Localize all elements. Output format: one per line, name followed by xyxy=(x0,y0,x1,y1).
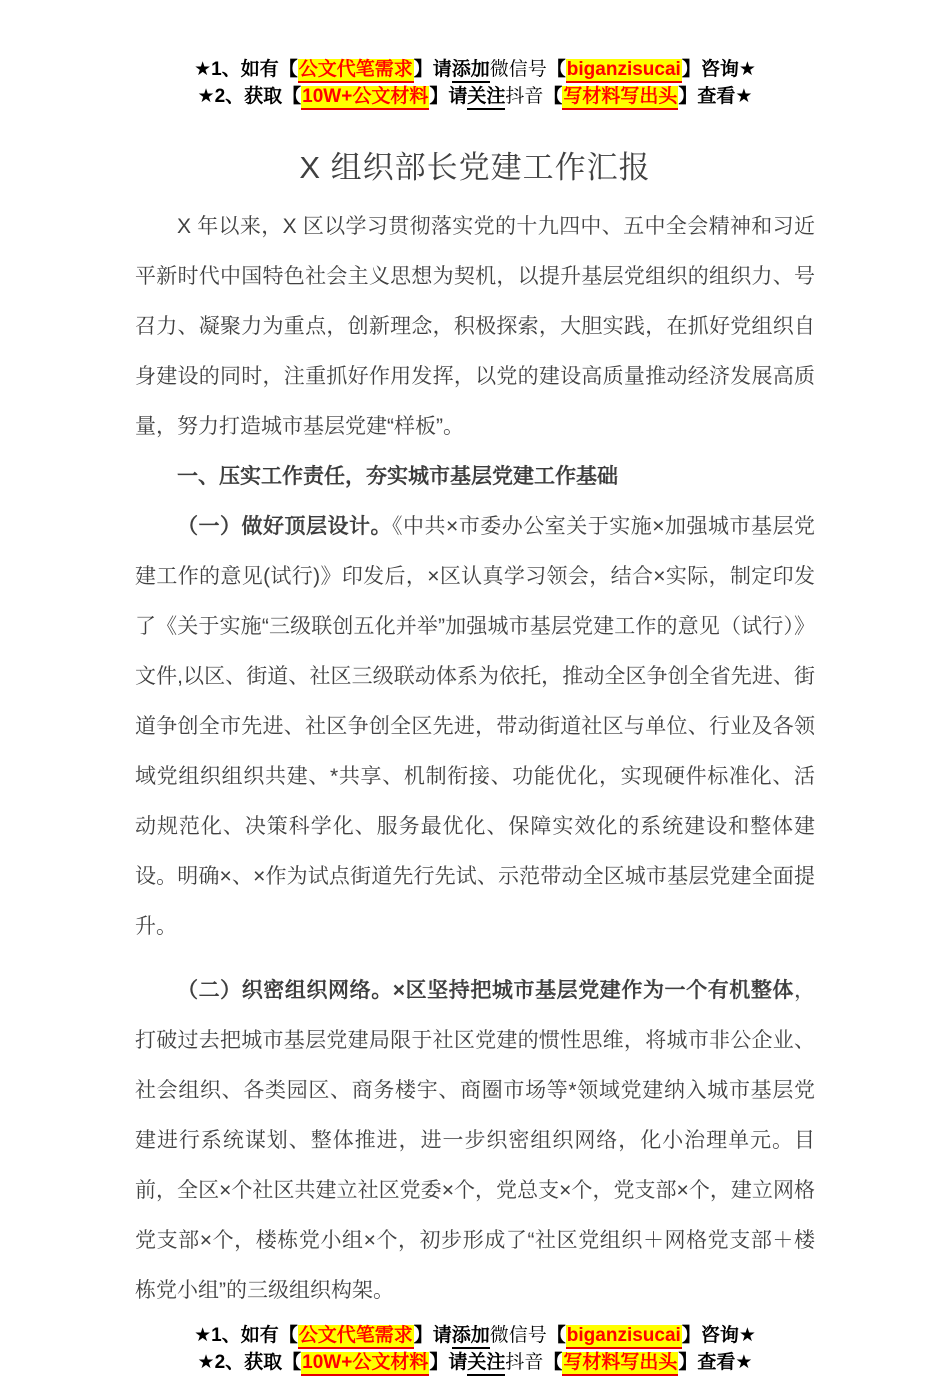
promo-text: 】请 xyxy=(429,86,468,107)
subsection-2-body: ，打破过去把城市基层党建局限于社区党建的惯性思维，将城市非公企业、社会组织、各类园区、商务楼宇、商圈市场等*领域党建纳入城市基层党建进行系统谋划、整体推进，进一步织密组织网络，化小治理单元。目前，全区×个社区共建立社区党委×个，党总支×个，党支部×个，建立网格党支部×个，楼栋党小组×个，初步形成了“社区党组织＋网格党支部＋楼栋党小组”的三级组织构架。 xyxy=(135,979,815,1302)
section-heading-1: 一、压实工作责任，夯实城市基层党建工作基础 xyxy=(177,465,618,488)
promo-text: 微信号 xyxy=(489,59,547,80)
promo-footer-line-2 xyxy=(135,1349,815,1376)
subsection-1-lead: （一）做好顶层设计。 xyxy=(177,515,392,538)
promo-text: 】查看★ xyxy=(678,86,753,107)
promo-text: 微信号 xyxy=(489,1325,547,1346)
highlighted-keyword: 10W+公文材料 xyxy=(301,86,429,110)
promo-text: 】咨询★ xyxy=(681,1325,756,1346)
promo-footer-line-1 xyxy=(135,1322,815,1349)
promo-text: 】请 xyxy=(413,1325,452,1346)
highlighted-wechat-id: biganzisucai xyxy=(566,59,682,83)
intro-paragraph: X 年以来，X 区以学习贯彻落实党的十九四中、五中全会精神和习近平新时代中国特色社会主义思想为契机，以提升基层党组织的组织力、号召力、凝聚力为重点，创新理念，积极探索，大胆实践，在抓好党组织自身建设的同时，注重抓好作用发挥，以党的建设高质量推动经济发展高质量，努力打造城市基层党建“样板”。 xyxy=(135,215,815,438)
promo-text: 【 xyxy=(546,1325,566,1346)
highlighted-wechat-id: biganzisucai xyxy=(566,1325,682,1349)
promo-text: 】请 xyxy=(413,59,452,80)
subsection-1-paragraph xyxy=(135,502,815,952)
subsection-2-lead: （二）织密组织网络。×区坚持把城市基层党建作为一个有机整体 xyxy=(177,979,794,1002)
promo-text: 】查看★ xyxy=(678,1352,753,1373)
promo-footer xyxy=(135,1322,815,1376)
highlighted-keyword: 10W+公文材料 xyxy=(301,1352,429,1376)
promo-text: 抖音 xyxy=(505,86,544,107)
underlined-action-word: 关注 xyxy=(467,86,505,110)
promo-header-line-2 xyxy=(135,83,815,110)
subsection-1-body: 《中共×市委办公室关于实施×加强城市基层党建工作的意见(试行)》印发后，×区认真学习领会，结合×实际，制定印发了《关于实施“三级联创五化并举”加强城市基层党建工作的意见（试行）》文件,以区、街道、社区三级联动体系为依托，推动全区争创全省先进、街道争创全市先进、社区争创全区先进，带动街道社区与单位、行业及各领域党组织组织共建、*共享、机制衔接、功能优化，实现硬件标准化、活动规范化、决策科学化、服务最优化、保障实效化的系统建设和整体建设。明确×、×作为试点街道先行先试、示范带动全区城市基层党建全面提升。 xyxy=(135,515,816,938)
promo-text: ★1、如有【 xyxy=(194,1325,298,1346)
promo-header xyxy=(135,56,815,110)
underlined-action-word: 添加 xyxy=(452,1325,490,1349)
promo-text: ★2、获取【 xyxy=(197,86,302,107)
promo-text: 【 xyxy=(546,59,566,80)
promo-text: 【 xyxy=(543,86,563,107)
highlighted-keyword: 公文代笔需求 xyxy=(298,59,414,83)
promo-text: 抖音 xyxy=(505,1352,544,1373)
page-title: X 组织部长党建工作汇报 xyxy=(299,150,651,185)
promo-text: 【 xyxy=(543,1352,563,1373)
highlighted-douyin-name: 写材料写出头 xyxy=(562,86,678,110)
underlined-action-word: 添加 xyxy=(452,59,490,83)
promo-text: 】请 xyxy=(429,1352,468,1373)
promo-text: ★2、获取【 xyxy=(197,1352,302,1373)
document-page xyxy=(135,0,815,1376)
promo-text: 】咨询★ xyxy=(681,59,756,80)
subsection-2-paragraph xyxy=(135,966,815,1316)
promo-text: ★1、如有【 xyxy=(194,59,298,80)
highlighted-keyword: 公文代笔需求 xyxy=(298,1325,414,1349)
highlighted-douyin-name: 写材料写出头 xyxy=(562,1352,678,1376)
underlined-action-word: 关注 xyxy=(467,1352,505,1376)
promo-header-line-1 xyxy=(135,56,815,83)
